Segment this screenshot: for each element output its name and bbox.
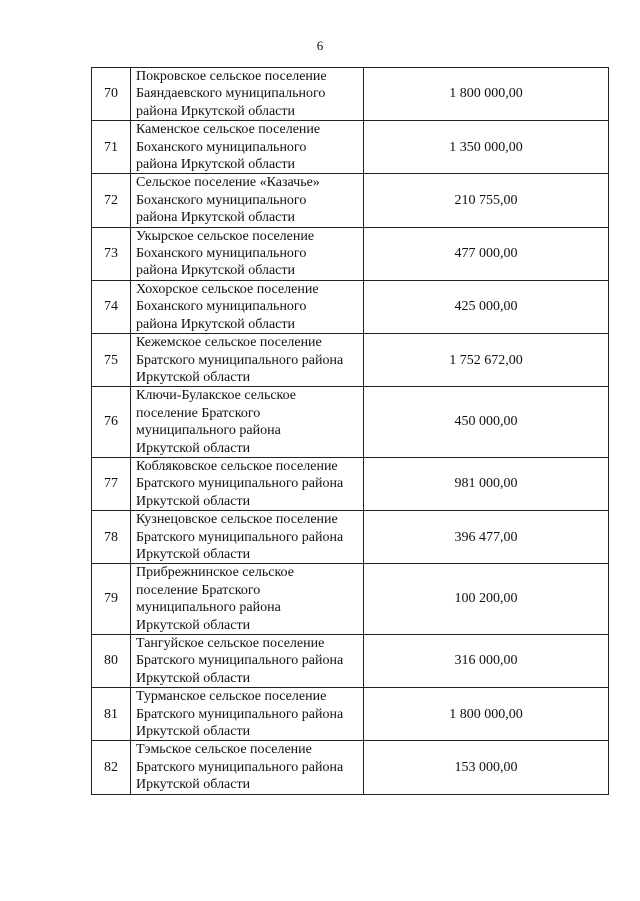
settlement-name-line: Братского муниципального района — [136, 653, 344, 669]
settlement-name-line: Иркутской области — [136, 440, 251, 456]
settlement-name — [131, 635, 364, 688]
row-number: 76 — [92, 387, 131, 458]
table-row — [92, 334, 609, 387]
row-number: 79 — [92, 564, 131, 635]
settlement-name — [131, 227, 364, 280]
settlement-name-line: Иркутской области — [136, 777, 251, 793]
settlement-name-line: Иркутской области — [136, 546, 251, 562]
settlement-name-line: Иркутской области — [136, 617, 251, 633]
settlement-name-line: Боханского муниципального — [136, 246, 307, 262]
settlement-name — [131, 334, 364, 387]
row-number: 82 — [92, 741, 131, 794]
settlement-name-line: Братского муниципального района — [136, 476, 344, 492]
row-number: 70 — [92, 68, 131, 121]
settlement-name-line: Каменское сельское поселение — [136, 122, 321, 138]
settlement-name-line: Иркутской области — [136, 670, 251, 686]
settlement-name-line: Иркутской области — [136, 493, 251, 509]
amount-cell: 477 000,00 — [364, 227, 609, 280]
table-row — [92, 511, 609, 564]
settlement-name-line: Боханского муниципального — [136, 299, 307, 315]
row-number: 80 — [92, 635, 131, 688]
amount-cell: 316 000,00 — [364, 635, 609, 688]
amount-cell: 425 000,00 — [364, 280, 609, 333]
amount-cell: 396 477,00 — [364, 511, 609, 564]
settlement-name-line: муниципального района — [136, 423, 281, 439]
table-row — [92, 387, 609, 458]
table-row — [92, 741, 609, 794]
settlement-name-line: Покровское сельское поселение — [136, 69, 327, 84]
row-number: 81 — [92, 688, 131, 741]
settlement-name — [131, 511, 364, 564]
settlement-name — [131, 121, 364, 174]
settlement-name — [131, 174, 364, 227]
settlement-name — [131, 457, 364, 510]
row-number: 77 — [92, 457, 131, 510]
amount-cell: 1 800 000,00 — [364, 68, 609, 121]
amount-cell: 1 752 672,00 — [364, 334, 609, 387]
amount-cell: 1 350 000,00 — [364, 121, 609, 174]
settlement-name-line: района Иркутской области — [136, 157, 296, 173]
table-row — [92, 174, 609, 227]
settlement-name-line: Братского муниципального района — [136, 706, 344, 722]
settlement-name-line: Братского муниципального района — [136, 352, 344, 368]
settlement-name-line: поселение Братского — [136, 582, 261, 598]
settlement-name-line: Ключи-Булакское сельское — [136, 388, 297, 404]
table-row — [92, 457, 609, 510]
settlement-name-line: Братского муниципального района — [136, 529, 344, 545]
amount-cell: 210 755,00 — [364, 174, 609, 227]
settlement-name — [131, 68, 364, 121]
settlement-name-line: Братского муниципального района — [136, 759, 344, 775]
settlement-name-line: района Иркутской области — [136, 103, 296, 119]
settlement-name-line: Кузнецовское сельское поселение — [136, 512, 338, 528]
row-number: 72 — [92, 174, 131, 227]
amount-cell: 153 000,00 — [364, 741, 609, 794]
settlement-name-line: района Иркутской области — [136, 263, 296, 279]
settlement-name-line: Сельское поселение «Казачье» — [136, 175, 320, 191]
row-number: 75 — [92, 334, 131, 387]
settlement-name — [131, 564, 364, 635]
settlement-name-line: Укырское сельское поселение — [136, 228, 315, 244]
settlement-name-line: Тэмьское сельское поселение — [136, 742, 312, 758]
settlement-name-line: Тангуйское сельское поселение — [136, 636, 325, 651]
settlement-name — [131, 741, 364, 794]
table-body — [92, 68, 609, 795]
amount-cell: 450 000,00 — [364, 387, 609, 458]
settlement-name-line: Иркутской области — [136, 369, 251, 385]
settlement-name-line: Прибрежнинское сельское — [136, 565, 294, 581]
settlements-table — [91, 67, 609, 795]
settlement-name-line: Иркутской области — [136, 724, 251, 740]
settlement-name-line: Турманское сельское поселение — [136, 689, 327, 705]
amount-cell: 100 200,00 — [364, 564, 609, 635]
table-row — [92, 635, 609, 688]
table-row — [92, 280, 609, 333]
table-row — [92, 68, 609, 121]
settlement-name-line: Кобляковское сельское поселение — [136, 458, 338, 474]
settlement-name — [131, 387, 364, 458]
settlement-name-line: Хохорское сельское поселение — [136, 281, 319, 297]
row-number: 73 — [92, 227, 131, 280]
row-number: 78 — [92, 511, 131, 564]
amount-cell: 981 000,00 — [364, 457, 609, 510]
amount-cell: 1 800 000,00 — [364, 688, 609, 741]
settlement-name-line: района Иркутской области — [136, 210, 296, 226]
table-row — [92, 564, 609, 635]
settlement-name — [131, 280, 364, 333]
row-number: 71 — [92, 121, 131, 174]
settlement-name-line: Баяндаевского муниципального — [136, 86, 326, 102]
settlement-name-line: Кежемское сельское поселение — [136, 335, 322, 351]
table-row — [92, 121, 609, 174]
settlement-name-line: Боханского муниципального — [136, 192, 307, 208]
settlement-name — [131, 688, 364, 741]
row-number: 74 — [92, 280, 131, 333]
settlement-name-line: муниципального района — [136, 600, 281, 616]
settlement-name-line: района Иркутской области — [136, 316, 296, 332]
settlement-name-line: Боханского муниципального — [136, 139, 307, 155]
settlement-name-line: поселение Братского — [136, 405, 261, 421]
table-row — [92, 688, 609, 741]
page-number: 6 — [316, 38, 324, 53]
table-row — [92, 227, 609, 280]
